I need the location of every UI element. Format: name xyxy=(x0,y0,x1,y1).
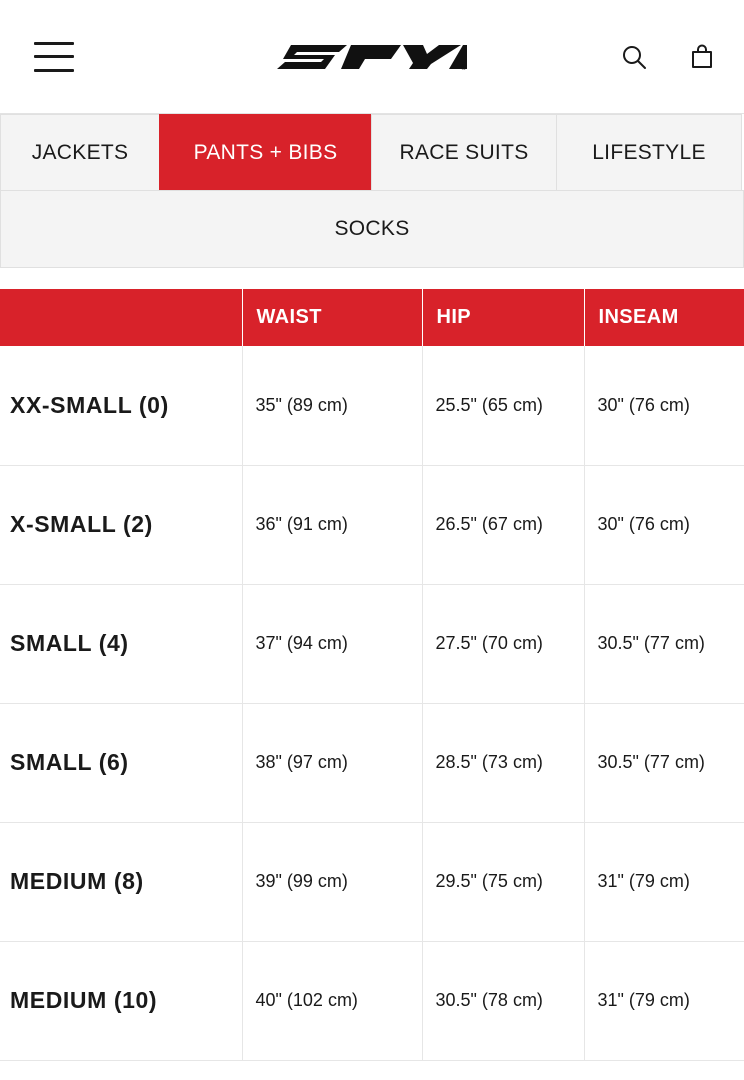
tab-socks[interactable]: SOCKS xyxy=(0,190,744,268)
search-icon[interactable] xyxy=(618,41,650,73)
tab-lifestyle[interactable]: LIFESTYLE xyxy=(556,114,742,191)
shopping-bag-icon[interactable] xyxy=(686,41,718,73)
cell-waist: 40" (102 cm) xyxy=(242,941,422,1060)
hamburger-line xyxy=(34,55,74,58)
hamburger-menu-icon[interactable] xyxy=(34,42,74,72)
cell-inseam: 31" (79 cm) xyxy=(584,941,744,1060)
table-row xyxy=(0,465,744,584)
cell-waist: 38" (97 cm) xyxy=(242,703,422,822)
size-chart-body xyxy=(0,346,744,1060)
size-chart-table xyxy=(0,289,744,1061)
cell-inseam: 30.5" (77 cm) xyxy=(584,584,744,703)
cell-size: XX-SMALL (0) xyxy=(0,346,242,465)
hamburger-line xyxy=(34,42,74,45)
table-row xyxy=(0,584,744,703)
site-header xyxy=(0,0,744,114)
cell-waist: 37" (94 cm) xyxy=(242,584,422,703)
table-row xyxy=(0,941,744,1060)
hamburger-line xyxy=(34,69,74,72)
category-tabs-row-1 xyxy=(0,114,744,191)
table-row xyxy=(0,822,744,941)
cell-inseam: 30" (76 cm) xyxy=(584,465,744,584)
table-header-row xyxy=(0,289,744,346)
svg-text:®: ® xyxy=(461,64,467,72)
category-tabs-row-2 xyxy=(0,191,744,268)
column-header-size xyxy=(0,289,242,346)
cell-inseam: 30.5" (77 cm) xyxy=(584,703,744,822)
cell-hip: 29.5" (75 cm) xyxy=(422,822,584,941)
column-header-waist: WAIST xyxy=(242,289,422,346)
header-icon-group xyxy=(618,41,718,73)
size-chart-header xyxy=(0,289,744,346)
cell-hip: 30.5" (78 cm) xyxy=(422,941,584,1060)
tab-pants-bibs[interactable]: PANTS + BIBS xyxy=(159,114,372,191)
cell-size: MEDIUM (8) xyxy=(0,822,242,941)
cell-hip: 27.5" (70 cm) xyxy=(422,584,584,703)
cell-size: SMALL (4) xyxy=(0,584,242,703)
cell-waist: 35" (89 cm) xyxy=(242,346,422,465)
cell-inseam: 30" (76 cm) xyxy=(584,346,744,465)
cell-hip: 26.5" (67 cm) xyxy=(422,465,584,584)
column-header-inseam: INSEAM xyxy=(584,289,744,346)
column-header-hip: HIP xyxy=(422,289,584,346)
cell-hip: 25.5" (65 cm) xyxy=(422,346,584,465)
tab-jackets[interactable]: JACKETS xyxy=(0,114,160,191)
table-row xyxy=(0,703,744,822)
cell-hip: 28.5" (73 cm) xyxy=(422,703,584,822)
cell-inseam: 31" (79 cm) xyxy=(584,822,744,941)
table-row xyxy=(0,346,744,465)
spyder-logo[interactable] xyxy=(272,40,472,74)
cell-size: X-SMALL (2) xyxy=(0,465,242,584)
cell-waist: 39" (99 cm) xyxy=(242,822,422,941)
cell-size: MEDIUM (10) xyxy=(0,941,242,1060)
cell-size: SMALL (6) xyxy=(0,703,242,822)
category-tabs xyxy=(0,114,744,268)
tab-race-suits[interactable]: RACE SUITS xyxy=(371,114,557,191)
cell-waist: 36" (91 cm) xyxy=(242,465,422,584)
